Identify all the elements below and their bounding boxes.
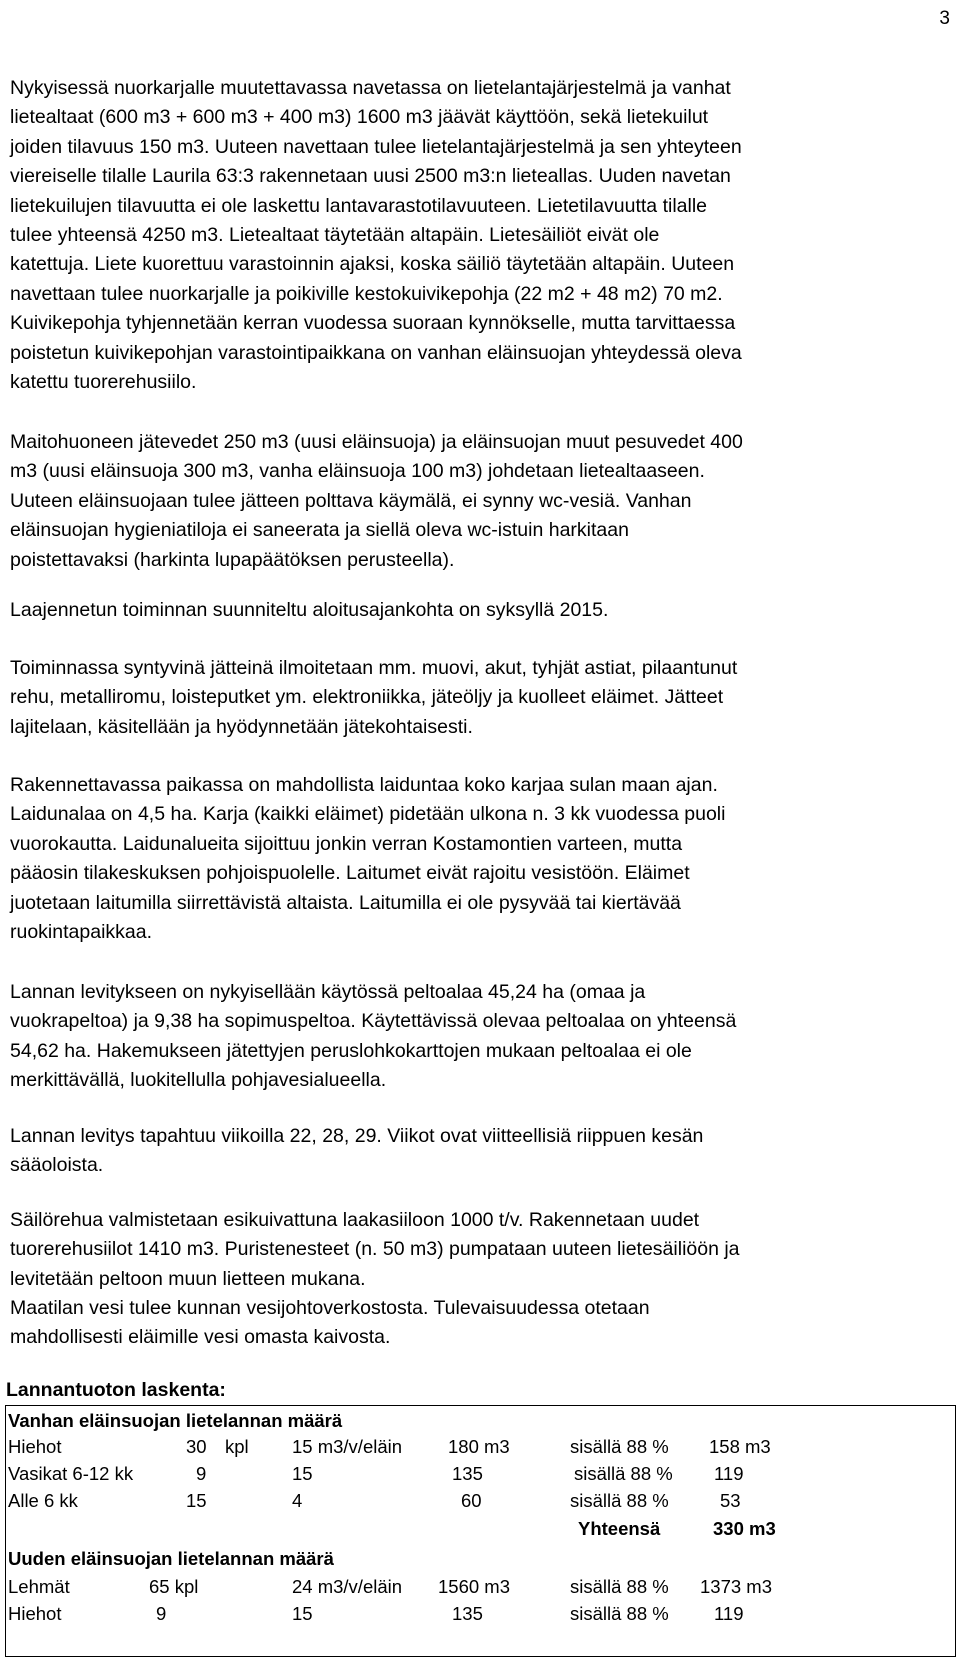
text-line: Uuteen eläinsuojaan tulee jätteen polttava käymälä, ei synny wc-vesiä. Vanhan xyxy=(10,489,692,512)
text-line: lietekuilujen tilavuutta ei ole laskettu lantavarastotilavuuteen. Lietetilavuutta tilalle xyxy=(10,194,708,217)
text-line: lietealtaat (600 m3 + 600 m3 + 400 m3) 1600 m3 jäävät käyttöön, sekä lietekuilut xyxy=(10,106,709,129)
paragraph-pasture xyxy=(10,771,940,947)
text-line: poistetun kuivikepohjan varastointipaikkana on vanhan eläinsuojan yhteydessä oleva xyxy=(10,341,742,364)
cell-volume: 60 xyxy=(461,1490,482,1511)
text-line: sääoloista. xyxy=(10,1154,104,1177)
paragraph-field-area xyxy=(10,978,940,1096)
paragraph-manure-storage xyxy=(10,74,940,397)
text-line: katettuja. Liete kuorettuu varastoinnin ajaksi, koska säiliö täytetään altapäin. Uuteen xyxy=(10,253,735,276)
text-line: merkittävällä, luokitellulla pohjavesialueella. xyxy=(10,1069,387,1092)
cell-share: sisällä 88 % xyxy=(574,1463,673,1484)
text-line: tulee yhteensä 4250 m3. Lietealtaat täytetään altapäin. Lietesäiliöt eivät ole xyxy=(10,224,660,247)
text-line: vuokrapeltoa) ja 9,38 ha sopimuspeltoa. Käytettävissä olevaa peltoalaa on yhteensä xyxy=(10,1010,737,1033)
text-line: pääosin tilakeskuksen pohjoispuolelle. Laitumet eivät rajoitu vesistöön. Eläimet xyxy=(10,862,690,885)
cell-unit: kpl xyxy=(225,1436,249,1457)
text-line: poistettavaksi (harkinta lupapäätöksen perusteella). xyxy=(10,548,455,571)
total-value: 330 m3 xyxy=(713,1518,776,1539)
cell-result: 1373 m3 xyxy=(700,1576,772,1597)
text-line: 54,62 ha. Hakemukseen jätettyjen peruslohkokarttojen mukaan peltoalaa ei ole xyxy=(10,1039,692,1062)
total-label: Yhteensä xyxy=(578,1518,661,1539)
table-row xyxy=(6,1433,955,1460)
cell-rate: 4 xyxy=(292,1490,303,1511)
section-heading: Lannantuoton laskenta: xyxy=(6,1379,226,1401)
text-line: tuorerehusiilot 1410 m3. Puristenesteet (n. 50 m3) pumpataan uuteen lietesäiliöön ja xyxy=(10,1238,740,1261)
text-line: eläinsuojan hygieniatiloja ei saneerata ja siellä oleva wc-istuin harkitaan xyxy=(10,519,629,542)
cell-result: 119 xyxy=(714,1463,744,1484)
table-row xyxy=(6,1573,955,1600)
text-line: levitetään peltoon muun lietteen mukana. xyxy=(10,1267,366,1290)
cell-count: 65 kpl xyxy=(149,1576,199,1597)
text-line: vuorokautta. Laidunalueita sijoittuu jonkin verran Kostamontien varteen, mutta xyxy=(10,832,683,855)
cell-rate: 15 m3/v/eläin xyxy=(292,1436,403,1457)
cell-animal: Lehmät xyxy=(8,1576,70,1597)
text-line: ruokintapaikkaa. xyxy=(10,921,153,944)
cell-volume: 135 xyxy=(452,1463,483,1484)
table-total-row xyxy=(6,1515,955,1542)
text-line: Nykyisessä nuorkarjalle muutettavassa navetassa on lietelantajärjestelmä ja vanhat xyxy=(10,77,731,99)
paragraph-water xyxy=(10,1294,940,1353)
cell-share: sisällä 88 % xyxy=(570,1603,669,1624)
cell-share: sisällä 88 % xyxy=(570,1436,669,1457)
text-line: Laajennetun toiminnan suunniteltu aloitusajankohta on syksyllä 2015. xyxy=(10,599,609,621)
text-line: Toiminnassa syntyvinä jätteinä ilmoitetaan mm. muovi, akut, tyhjät astiat, pilaantunut xyxy=(10,657,738,679)
cell-result: 158 m3 xyxy=(709,1436,771,1457)
text-line: Maitohuoneen jätevedet 250 m3 (uusi eläinsuoja) ja eläinsuojan muut pesuvedet 400 xyxy=(10,431,743,453)
table-row xyxy=(6,1487,955,1514)
text-line: Rakennettavassa paikassa on mahdollista laiduntaa koko karjaa sulan maan ajan. xyxy=(10,774,718,796)
cell-rate: 24 m3/v/eläin xyxy=(292,1576,403,1597)
paragraph-waste xyxy=(10,654,940,742)
table-subheading: Uuden eläinsuojan lietelannan määrä xyxy=(8,1548,334,1569)
text-line: Säilörehua valmistetaan esikuivattuna laakasiiloon 1000 t/v. Rakennetaan uudet xyxy=(10,1209,700,1231)
cell-share: sisällä 88 % xyxy=(570,1576,669,1597)
cell-rate: 15 xyxy=(292,1463,313,1484)
paragraph-silage xyxy=(10,1206,940,1294)
text-line: m3 (uusi eläinsuoja 300 m3, vanha eläinsuoja 100 m3) johdetaan lietealtaaseen. xyxy=(10,460,705,483)
cell-share: sisällä 88 % xyxy=(570,1490,669,1511)
cell-animal: Vasikat 6-12 kk xyxy=(8,1463,134,1484)
paragraph-wastewater xyxy=(10,428,940,575)
paragraph-start-date xyxy=(10,596,940,625)
text-line: Lannan levitys tapahtuu viikoilla 22, 28, 29. Viikot ovat viitteellisiä riippuen kesän xyxy=(10,1125,704,1147)
cell-animal: Hiehot xyxy=(8,1436,62,1457)
cell-result: 53 xyxy=(720,1490,741,1511)
text-line: Lannan levitykseen on nykyisellään käytössä peltoalaa 45,24 ha (omaa ja xyxy=(10,981,646,1003)
text-line: mahdollisesti eläimille vesi omasta kaivosta. xyxy=(10,1326,391,1349)
cell-volume: 180 m3 xyxy=(448,1436,510,1457)
page-number: 3 xyxy=(939,8,950,29)
cell-count: 15 xyxy=(186,1490,207,1511)
text-line: Kuivikepohja tyhjennetään kerran vuodessa suoraan kynnökselle, mutta tarvittaessa xyxy=(10,312,736,335)
text-line: Maatilan vesi tulee kunnan vesijohtoverkostosta. Tulevaisuudessa otetaan xyxy=(10,1297,650,1319)
cell-count: 9 xyxy=(156,1603,167,1624)
cell-rate: 15 xyxy=(292,1603,313,1624)
cell-animal: Hiehot xyxy=(8,1603,62,1624)
cell-result: 119 xyxy=(714,1603,744,1624)
text-line: lajitelaan, käsitellään ja hyödynnetään jätekohtaisesti. xyxy=(10,715,473,738)
text-line: rehu, metalliromu, loisteputket ym. elektroniikka, jäteöljy ja kuolleet eläimet. Jätteet xyxy=(10,686,724,709)
cell-count: 30 xyxy=(186,1436,207,1457)
text-line: Laidunalaa on 4,5 ha. Karja (kaikki eläimet) pidetään ulkona n. 3 kk vuodessa puoli xyxy=(10,803,726,826)
text-line: juotetaan laitumilla siirrettävistä altaista. Laitumilla ei ole pysyvää tai kiertävää xyxy=(10,891,681,914)
paragraph-spreading-weeks xyxy=(10,1122,940,1181)
table-row xyxy=(6,1600,955,1627)
text-line: katettu tuorerehusiilo. xyxy=(10,371,197,394)
cell-count: 9 xyxy=(196,1463,207,1484)
cell-volume: 1560 m3 xyxy=(438,1576,510,1597)
manure-table xyxy=(5,1405,956,1657)
text-line: navettaan tulee nuorkarjalle ja poikiville kestokuivikepohja (22 m2 + 48 m2) 70 m2. xyxy=(10,282,723,305)
cell-volume: 135 xyxy=(452,1603,483,1624)
table-row xyxy=(6,1460,955,1487)
cell-animal: Alle 6 kk xyxy=(8,1490,78,1511)
table-subheading: Vanhan eläinsuojan lietelannan määrä xyxy=(8,1410,343,1431)
text-line: joiden tilavuus 150 m3. Uuteen navettaan tulee lietelantajärjestelmä ja sen yhteyteen xyxy=(10,135,742,158)
text-line: viereiselle tilalle Laurila 63:3 rakennetaan uusi 2500 m3:n lieteallas. Uuden navetan xyxy=(10,165,731,188)
